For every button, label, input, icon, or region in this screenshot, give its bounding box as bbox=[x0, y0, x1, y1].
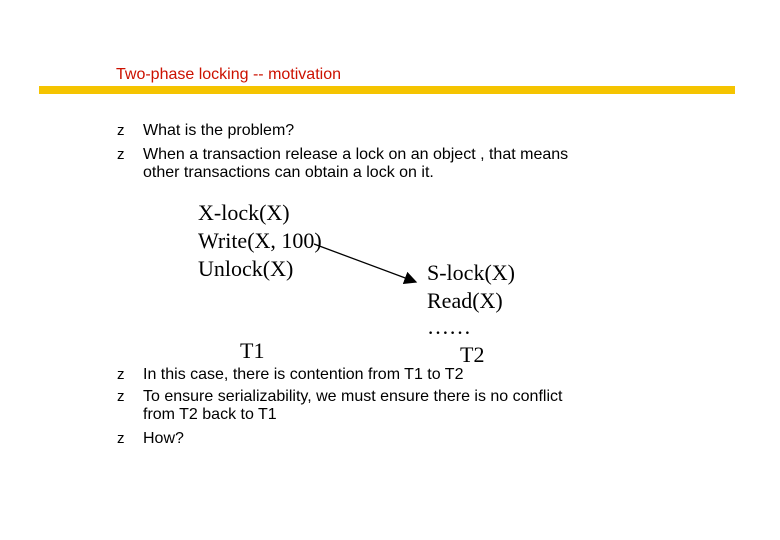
bullet-glyph: z bbox=[117, 388, 125, 405]
t2-label: T2 bbox=[460, 342, 485, 367]
t1-op-unlock: Unlock(X) bbox=[198, 256, 294, 281]
t1-op-write: Write(X, 100) bbox=[198, 228, 322, 253]
bullet-text-continued: from T2 back to T1 bbox=[143, 406, 277, 423]
t2-op-read: Read(X) bbox=[427, 288, 503, 313]
t1-label: T1 bbox=[240, 338, 265, 363]
bullet-glyph: z bbox=[117, 366, 125, 383]
bullet-text: To ensure serializability, we must ensure there is no conflict bbox=[143, 388, 563, 405]
t2-op-slock: S-lock(X) bbox=[427, 260, 515, 285]
bullet-text-continued: other transactions can obtain a lock on it. bbox=[143, 164, 434, 181]
t1-op-xlock: X-lock(X) bbox=[198, 200, 290, 225]
bullet-glyph: z bbox=[117, 146, 125, 163]
bullet-text: In this case, there is contention from T1 to T2 bbox=[143, 366, 464, 383]
t2-op-ellipsis: …… bbox=[427, 314, 471, 339]
bullet-glyph: z bbox=[117, 430, 125, 447]
bullet-glyph: z bbox=[117, 122, 125, 139]
bullet-text: What is the problem? bbox=[143, 122, 295, 139]
bullet-text: When a transaction release a lock on an object , that means bbox=[143, 146, 569, 163]
slide-title: Two-phase locking -- motivation bbox=[116, 66, 341, 83]
bullet-text: How? bbox=[143, 430, 184, 447]
